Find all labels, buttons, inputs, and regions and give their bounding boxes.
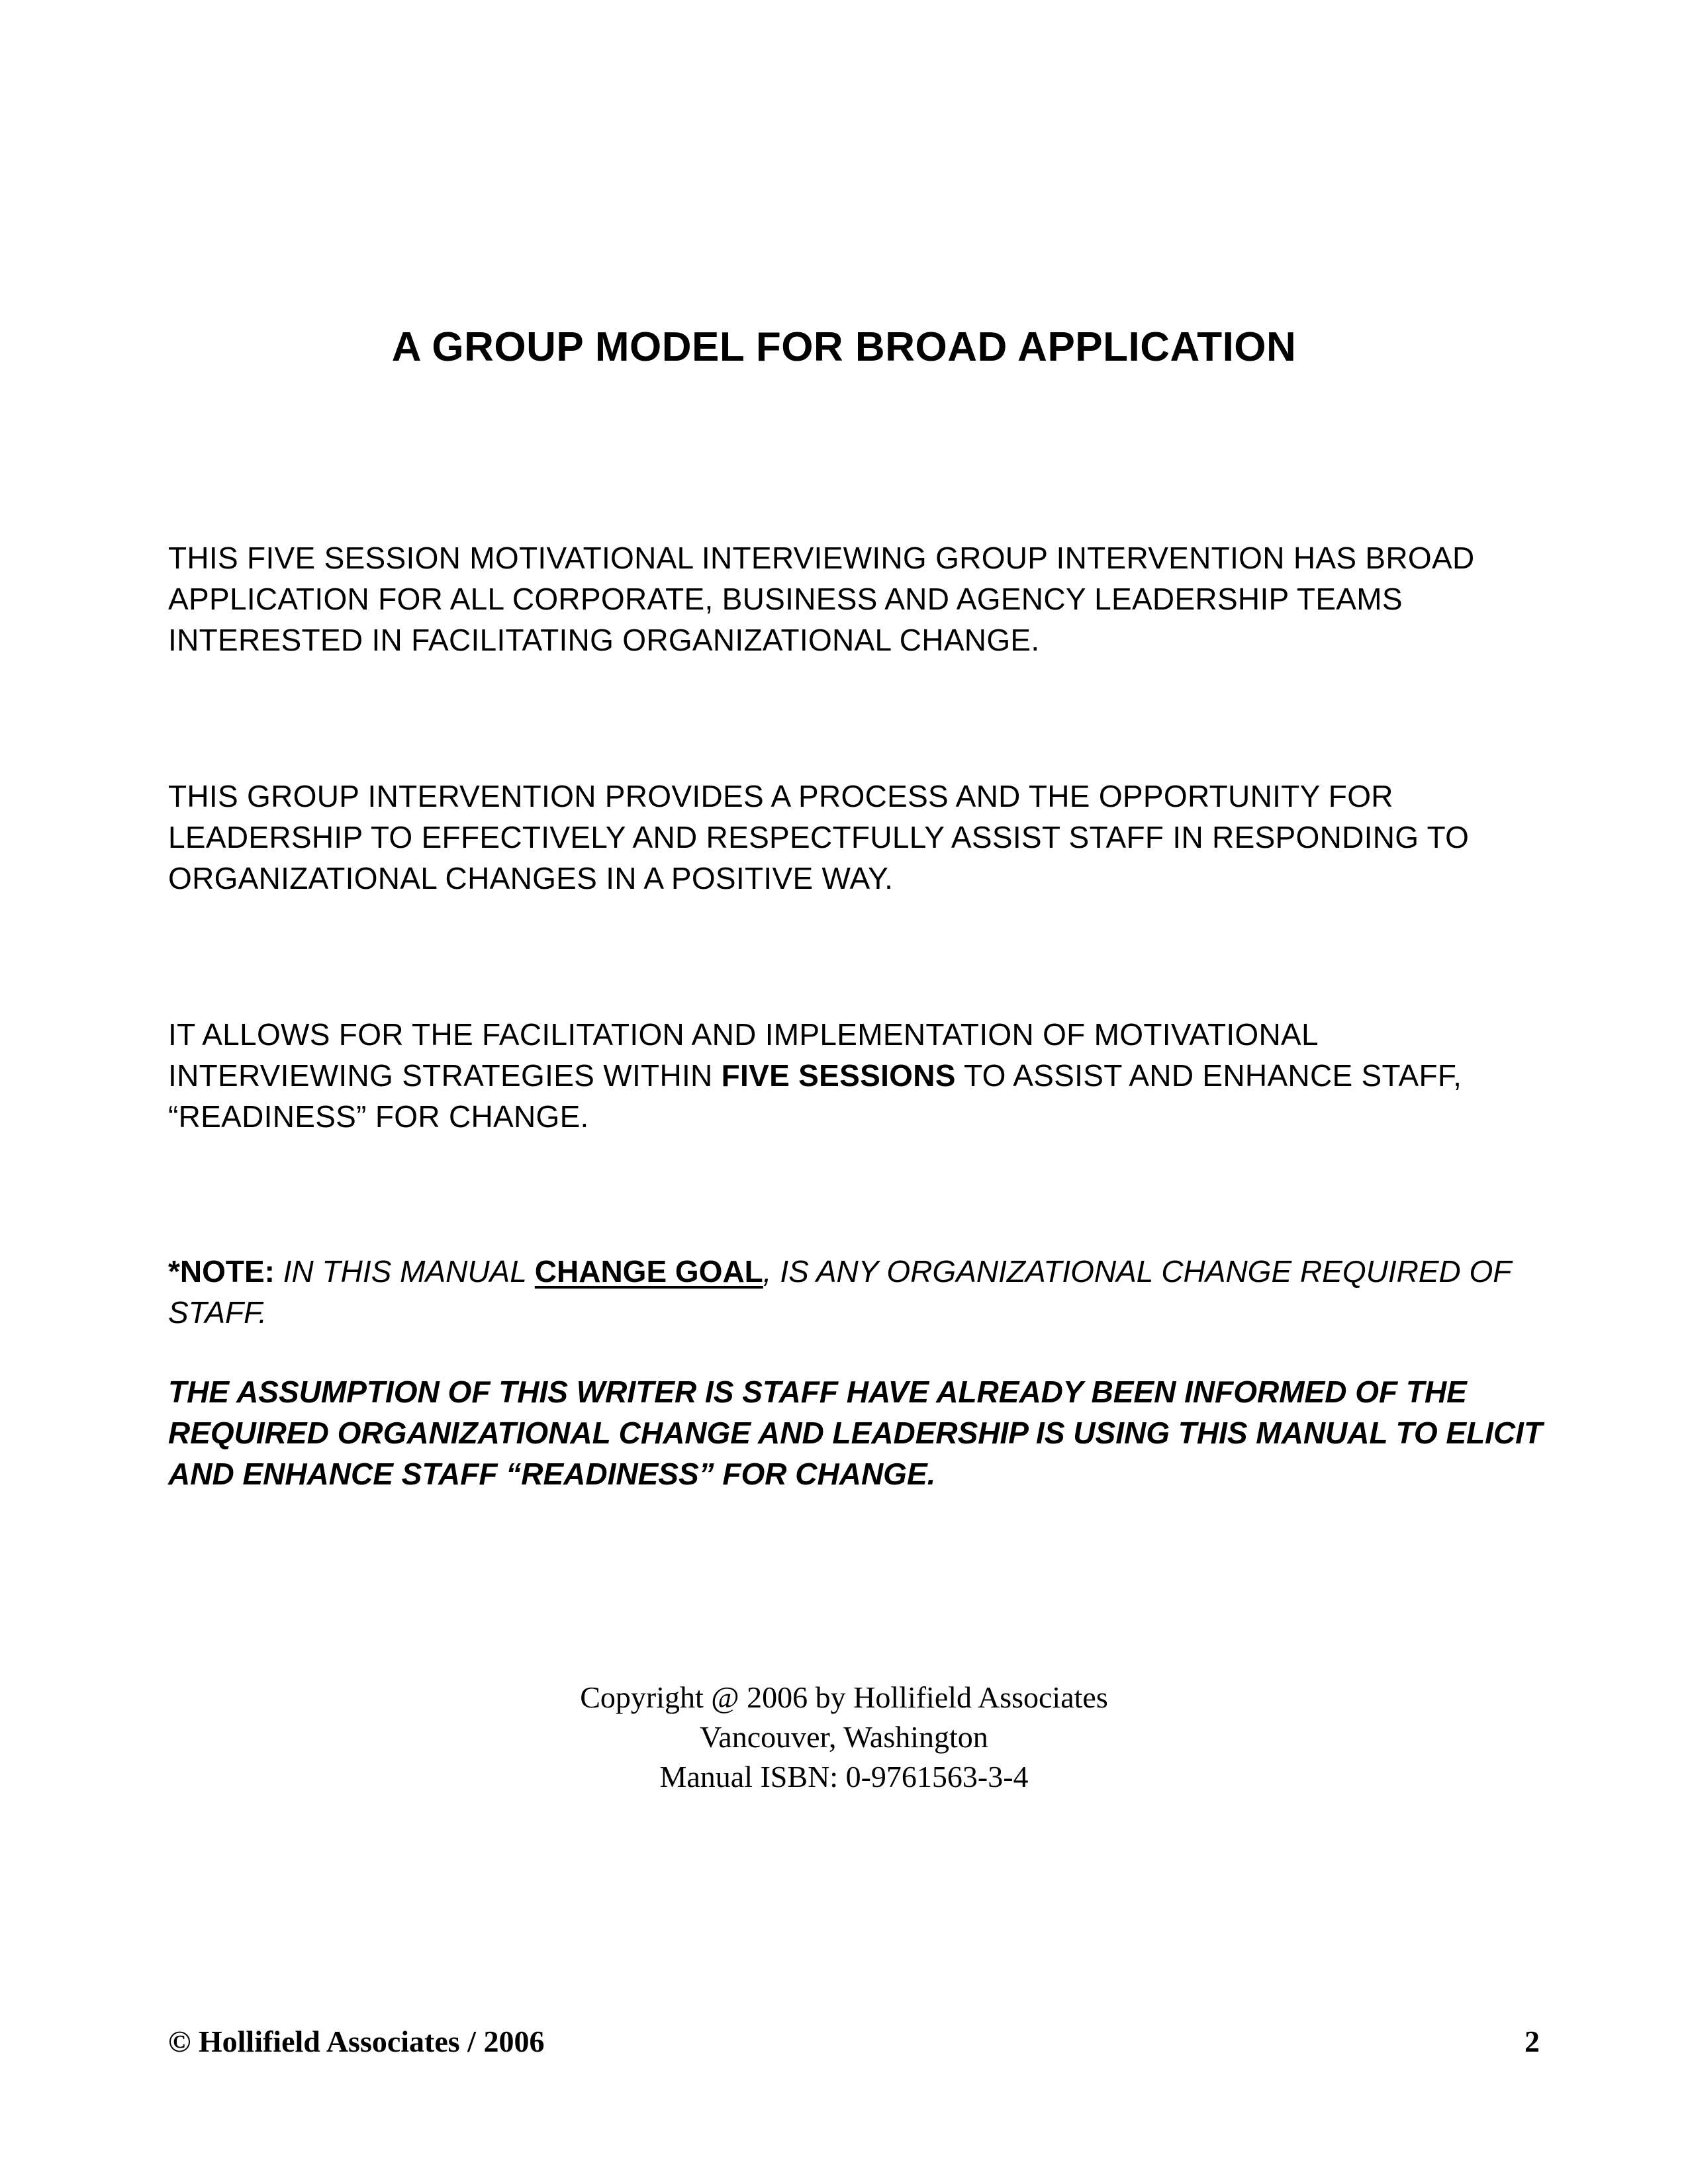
paragraph-process-opportunity: THIS GROUP INTERVENTION PROVIDES A PROCESS AND THE OPPORTUNITY FOR LEADERSHIP TO EFFECTIVELY AND RESPECTFULLY ASSIST STAFF IN RESPONDING TO ORGANIZATIONAL CHANGES IN A POSITIVE WAY. — [168, 779, 1470, 895]
page-title: A GROUP MODEL FOR BROAD APPLICATION — [391, 324, 1297, 370]
copyright-block — [0, 1678, 1688, 1797]
paragraph-broad-application: THIS FIVE SESSION MOTIVATIONAL INTERVIEWING GROUP INTERVENTION HAS BROAD APPLICATION FOR ALL CORPORATE, BUSINESS AND AGENCY LEADERSHIP TEAMS INTERESTED IN FACILITATING ORGANIZATIONAL CHANGE. — [168, 541, 1475, 657]
paragraph-facilitation — [168, 1014, 1545, 1137]
paragraph-facilitation-text-after: TO ASSIST AND ENHANCE STAFF, “READINESS” FOR CHANGE. — [168, 1058, 1462, 1134]
note-text-before: IN THIS MANUAL — [275, 1254, 535, 1289]
page-number: 2 — [1524, 2025, 1540, 2058]
note-block — [168, 1251, 1545, 1333]
note-text-after: , IS ANY ORGANIZATIONAL CHANGE REQUIRED OF STAFF. — [168, 1254, 1511, 1330]
footer-copyright: © Hollifield Associates / 2006 — [168, 2025, 545, 2058]
five-sessions-emphasis: FIVE SESSIONS — [721, 1058, 956, 1093]
copyright-line: Copyright @ 2006 by Hollifield Associates — [580, 1680, 1108, 1714]
paragraph-facilitation-text-before: IT ALLOWS FOR THE FACILITATION AND IMPLEMENTATION OF MOTIVATIONAL INTERVIEWING STRATEGIES WITHIN — [168, 1017, 1318, 1093]
location-line: Vancouver, Washington — [700, 1720, 988, 1754]
change-goal-term: CHANGE GOAL — [534, 1254, 763, 1289]
assumption-statement: THE ASSUMPTION OF THIS WRITER IS STAFF HAVE ALREADY BEEN INFORMED OF THE REQUIRED ORGANIZATIONAL CHANGE AND LEADERSHIP IS USING THIS MANUAL TO ELICIT AND ENHANCE STAFF “READINESS” FOR CHANGE. — [168, 1375, 1543, 1491]
note-label: *NOTE: — [168, 1254, 275, 1289]
isbn-line: Manual ISBN: 0-9761563-3-4 — [659, 1760, 1029, 1794]
